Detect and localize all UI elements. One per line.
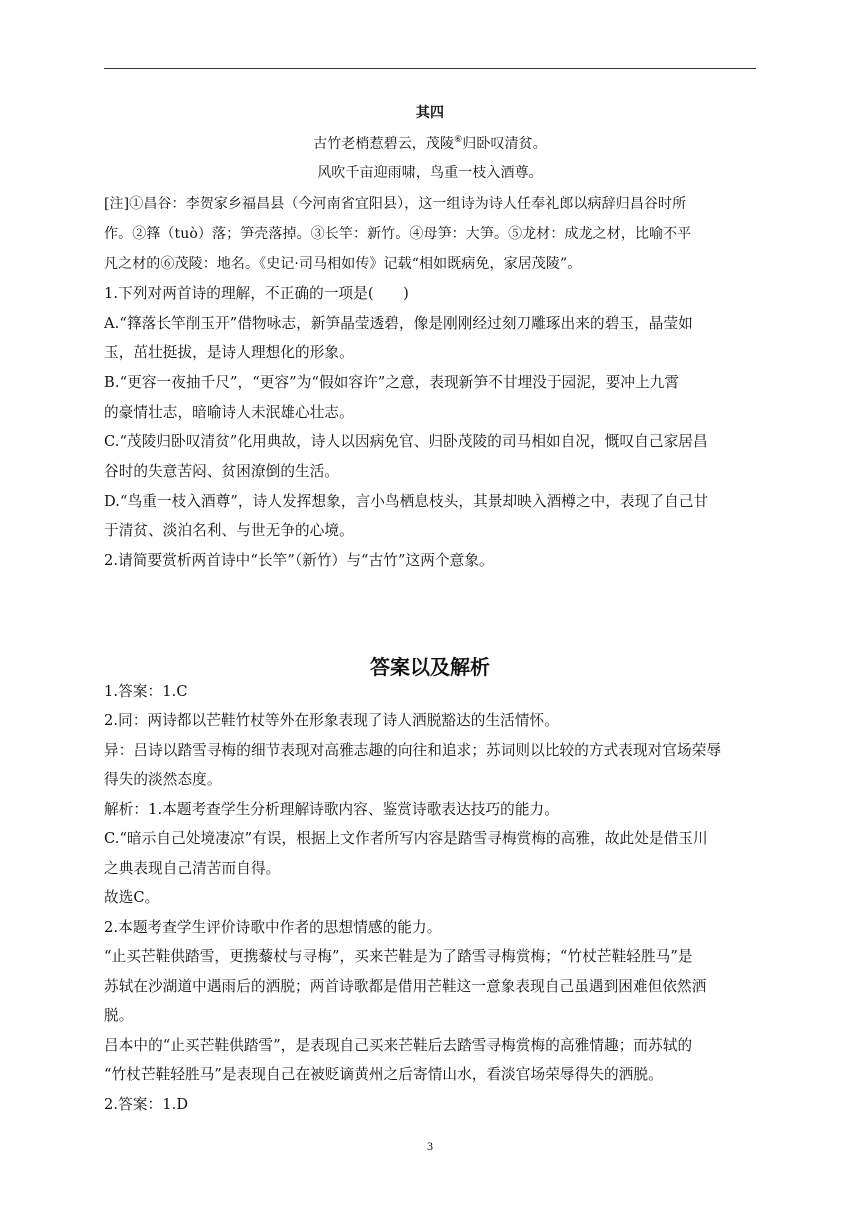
answer-line: 得失的淡然态度。 [104,771,222,788]
poem-line-1 [104,134,756,154]
question-line: 玉，茁壮挺拔，是诗人理想化的形象。 [104,344,354,361]
poem-line-1-footnote-mark: ⑥ [454,135,463,145]
note-line: [注]①昌谷：李贺家乡福昌县（今河南省宜阳县），这一组诗为诗人任奉礼郎以病辞归昌谷时所 [104,196,687,212]
poem-line-1-b: 归卧叹清贫。 [462,136,547,152]
question-line: B.“更容一夜抽千尺”，“更容”为“假如容许”之意，表现新笋不甘埋没于园泥，要冲上九霄 [104,374,680,391]
note-line: 作。②箨（tuò）落；笋壳落掉。③长竿：新竹。④母笋：大笋。⑤龙材：成龙之材，比喻不平 [104,226,692,242]
page-number: 3 [427,1139,433,1153]
note-line: 凡之材的⑥茂陵：地名。《史记·司马相如传》记载“相如既病免，家居茂陵”。 [104,256,582,272]
answer-line: “竹杖芒鞋轻胜马”是表现自己在被贬谪黄州之后寄情山水，看淡官场荣辱得失的洒脱。 [104,1066,663,1083]
answer-line: 之典表现自己清苦而自得。 [104,860,281,877]
question-line: D.“鸟重一枝入酒尊”，诗人发挥想象，言小鸟栖息枝头，其景却映入酒樽之中，表现了自己甘 [104,493,709,510]
answer-line: 异：吕诗以踏雪寻梅的细节表现对高雅志趣的向往和追求；苏词则以比较的方式表现对官场荣辱 [104,742,722,759]
answer-line: 2.答案：1.D [104,1096,189,1113]
answer-line: 2.本题考查学生评价诗歌中作者的思想情感的能力。 [104,919,442,936]
question-line: 于清贫、淡泊名利、与世无争的心境。 [104,522,354,539]
question-line: 的豪情壮志，暗喻诗人未泯雄心壮志。 [104,404,354,421]
answer-line: 吕本中的“止买芒鞋供踏雪”，是表现自己买来芒鞋后去踏雪寻梅赏梅的高雅情趣；而苏轼的 [104,1037,693,1054]
answer-line: 2.同：两诗都以芒鞋竹杖等外在形象表现了诗人洒脱豁达的生活情怀。 [104,712,559,729]
answer-line: “止买芒鞋供踏雪，更携藜杖与寻梅”，买来芒鞋是为了踏雪寻梅赏梅；“竹杖芒鞋轻胜马”是 [104,948,693,965]
answers-title: 答案以及解析 [370,655,490,679]
answer-line: C.“暗示自己处境凄凉”有误，根据上文作者所写内容是踏雪寻梅赏梅的高雅，故此处是借玉川 [104,830,708,847]
header-rule [104,68,756,69]
answer-line: 苏轼在沙湖道中遇雨后的洒脱；两首诗歌都是借用芒鞋这一意象表现自己虽遇到困难但依然洒 [104,978,707,995]
poem-line-1-a: 古竹老梢惹碧云，茂陵 [313,136,455,152]
question-line: 2.请简要赏析两首诗中“长竿”（新竹）与“古竹”这两个意象。 [104,552,494,569]
answer-line: 故选C。 [104,889,160,906]
answer-line: 脱。 [104,1007,134,1024]
question-line: 1.下列对两首诗的理解，不正确的一项是( ) [104,285,409,302]
question-line: C.“茂陵归卧叹清贫”化用典故，诗人以因病免官、归卧茂陵的司马相如自况，慨叹自己家居昌 [104,433,708,450]
answer-line: 解析：1.本题考查学生分析理解诗歌内容、鉴赏诗歌表达技巧的能力。 [104,801,559,818]
poem-line-2: 风吹千亩迎雨啸，鸟重一枝入酒尊。 [317,165,543,181]
answer-line: 1.答案：1.C [104,683,188,700]
poem-heading: 其四 [415,105,445,121]
question-line: A.“箨落长竿削玉开”借物咏志，新笋晶莹透碧，像是刚刚经过刻刀雕琢出来的碧玉，晶莹如 [104,315,693,332]
question-line: 谷时的失意苦闷、贫困潦倒的生活。 [104,463,340,480]
